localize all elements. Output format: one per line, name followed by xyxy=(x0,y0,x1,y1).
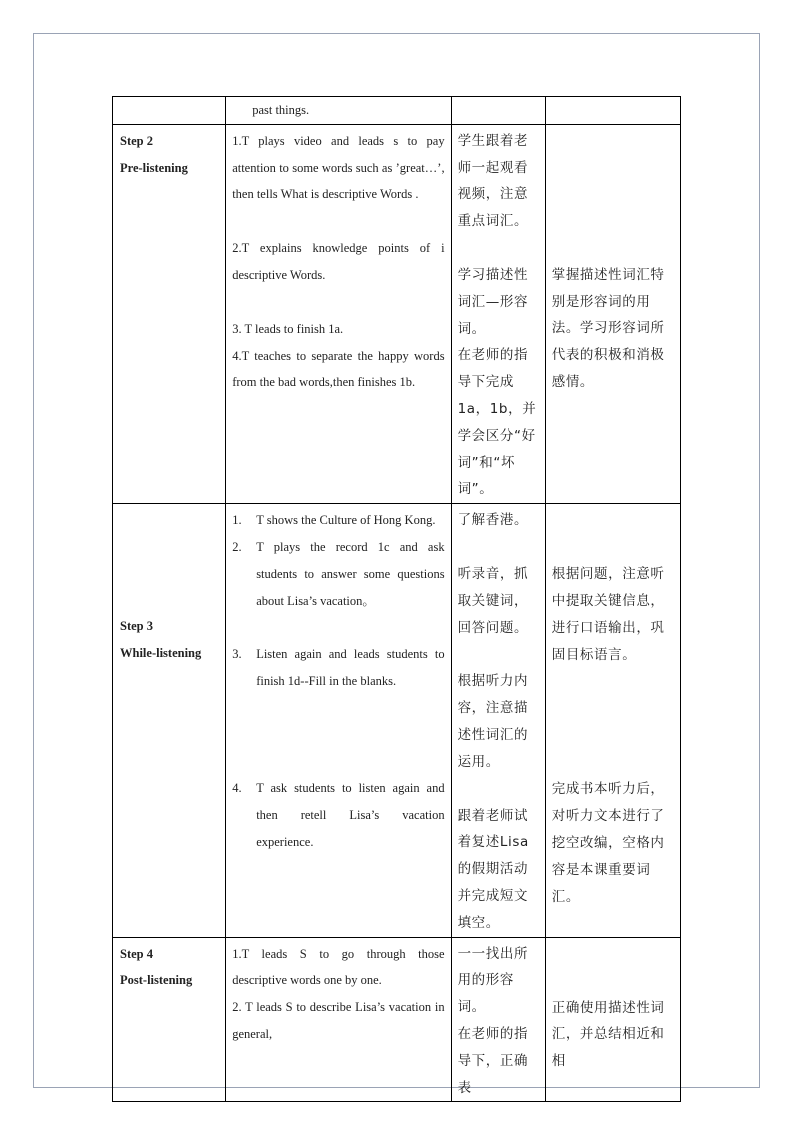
lesson-plan-table xyxy=(112,96,681,1102)
design-intent-cell xyxy=(545,937,680,1102)
step-cell xyxy=(113,97,226,125)
teacher-activity-cell xyxy=(226,504,451,937)
design-intent-cell xyxy=(545,124,680,503)
step-title: Step 3 xyxy=(120,619,153,634)
teacher-activity-cell xyxy=(226,124,451,503)
activity-text: T plays the record 1c and ask students to answer some questions about Lisa’s vacation。 xyxy=(256,539,445,608)
step-cell xyxy=(113,504,226,937)
activity-text: 3. T leads to finish 1a. xyxy=(232,321,344,336)
student-activity-cell xyxy=(451,97,545,125)
student-text: 在老师的指导下，正确表 xyxy=(457,1025,529,1096)
step-subtitle: Pre-listening xyxy=(120,160,188,175)
table-row xyxy=(113,504,681,937)
activity-text: 1.T leads S to go through those descriptive words one by one. xyxy=(232,946,445,988)
intent-text: 掌握描述性词汇特别是形容词的用法。学习形容词所代表的积极和消极感情。 xyxy=(551,266,665,390)
student-text: 一一找出所用的形容词。 xyxy=(457,945,529,1016)
step-cell xyxy=(113,937,226,1102)
list-item: 4. T ask students to listen again and then retell Lisa’s vacation experience. xyxy=(232,780,445,849)
student-text: 了解香港。 xyxy=(457,512,529,529)
step-subtitle: Post-listening xyxy=(120,973,193,988)
step-subtitle: While-listening xyxy=(120,645,202,660)
activity-text: 2. T leads S to describe Lisa’s vacation in general, xyxy=(232,1000,445,1041)
list-item: 3. Listen again and leads students to finish 1d--Fill in the blanks. xyxy=(232,647,445,689)
intent-text: 完成书本听力后，对听力文本进行了挖空改编，空格内容是本课重要词汇。 xyxy=(551,781,665,905)
student-activity-cell xyxy=(451,124,545,503)
activity-text: 2.T explains knowledge points of i descriptive Words. xyxy=(232,241,445,282)
student-activity-cell xyxy=(451,937,545,1102)
design-intent-cell xyxy=(545,97,680,125)
step-title: Step 2 xyxy=(120,133,153,148)
table-row xyxy=(113,124,681,503)
intent-text: 根据问题，注意听中提取关键信息，进行口语输出，巩固目标语言。 xyxy=(551,566,665,663)
design-intent-cell xyxy=(545,504,680,937)
student-text: 学生跟着老师一起观看视频，注意重点词汇。 xyxy=(457,132,529,230)
student-activity-cell xyxy=(451,504,545,937)
student-text: 根据听力内容，注意描述性词汇的运用。 xyxy=(457,673,529,770)
activity-text: Listen again and leads students to finish 1d--Fill in the blanks. xyxy=(256,647,445,689)
step-cell xyxy=(113,124,226,503)
student-text: 在老师的指导下完成1a，1b，并学会区分“好词”和“坏词”。 xyxy=(457,347,537,498)
activity-text: 4.T teaches to separate the happy words from the bad words,then finishes 1b. xyxy=(232,348,445,390)
student-text: 跟着老师试着复述Lisa的假期活动并完成短文填空。 xyxy=(457,807,529,931)
activity-text: past things. xyxy=(252,103,310,117)
table-row xyxy=(113,97,681,125)
activity-text: T ask students to listen again and then retell Lisa’s vacation experience. xyxy=(256,780,445,849)
teacher-activity-cell xyxy=(226,937,451,1102)
activity-text: T shows the Culture of Hong Kong. xyxy=(256,513,436,528)
table-row xyxy=(113,937,681,1102)
teacher-activity-cell xyxy=(226,97,451,125)
intent-text: 正确使用描述性词汇，并总结相近和相 xyxy=(551,999,665,1070)
list-item: 2. T plays the record 1c and ask students to answer some questions about Lisa’s vacation。 xyxy=(232,539,445,608)
student-text: 学习描述性词汇—形容词。 xyxy=(457,266,529,337)
list-item: 1. T shows the Culture of Hong Kong. xyxy=(232,513,436,528)
step-title: Step 4 xyxy=(120,946,153,961)
student-text: 听录音，抓取关键词，回答问题。 xyxy=(457,565,529,636)
activity-text: 1.T plays video and leads s to pay attention to some words such as ’great…’, then tells What is descriptive Words . xyxy=(232,133,445,202)
